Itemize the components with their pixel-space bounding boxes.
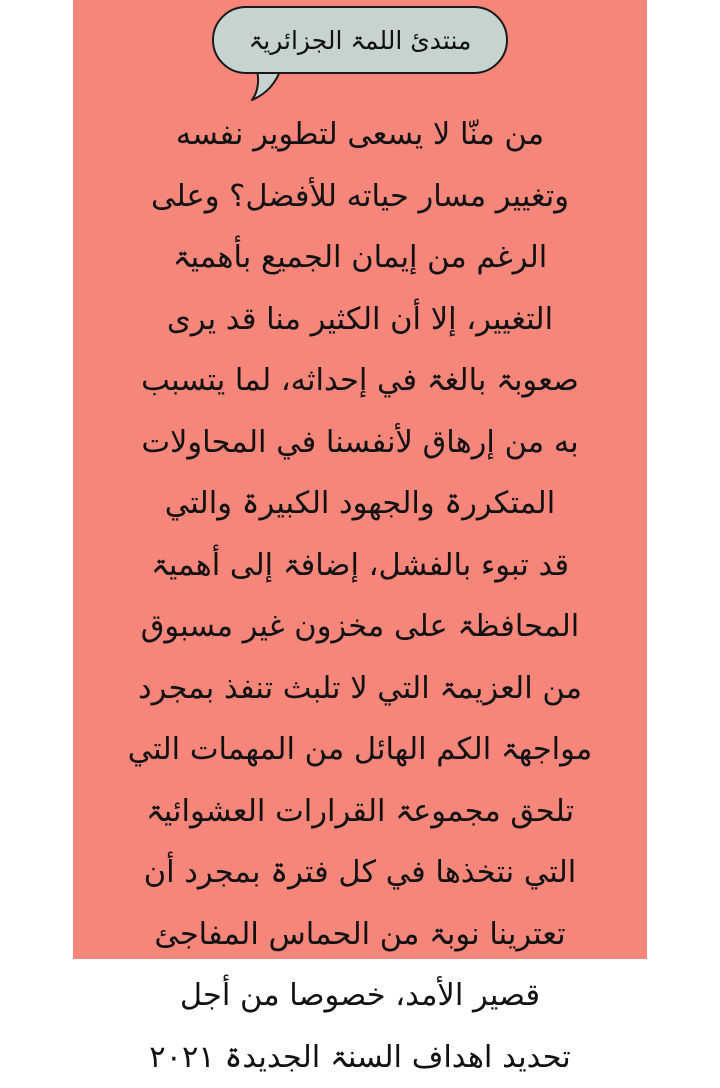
post-line: تعترينا نوبۃ من الحماس المفاجئ [0,904,720,966]
post-line: تحديد اهداف السنۃ الجديدۃ ٢٠٢١ [0,1027,720,1088]
post-line: صعوبۃ بالغۃ في إحداثه، لما يتسبب [0,350,720,412]
forum-title: منتدئ اللمۃ الجزائريۃ [249,26,472,55]
post-line: به من إرهاق لأنفسنا في المحاولات [0,412,720,474]
post-line: وتغيير مسار حياته للأفضل؟ وعلى [0,166,720,228]
post-line: قد تبوء بالفشل، إضافۃ إلى أهميۃ [0,535,720,597]
post-body [0,104,720,1088]
post-line: التغيير، إلا أن الكثير منا قد يرى [0,289,720,351]
speech-bubble [212,6,508,74]
post-line: تلحق مجموعۃ القرارات العشوائيۃ [0,781,720,843]
post-line: التي نتخذها في كل فترۃ بمجرد أن [0,842,720,904]
post-line: الرغم من إيمان الجميع بأهميۃ [0,227,720,289]
post-line: مواجهۃ الكم الهائل من المهمات التي [0,719,720,781]
post-line: قصير الأمد، خصوصا من أجل [0,965,720,1027]
post-line: من العزيمۃ التي لا تلبث تنفذ بمجرد [0,658,720,720]
post-line: المحافظۃ على مخزون غير مسبوق [0,596,720,658]
post-line: من منّا لا يسعى لتطوير نفسه [0,104,720,166]
post-line: المتكررۃ والجهود الكبيرۃ والتي [0,473,720,535]
